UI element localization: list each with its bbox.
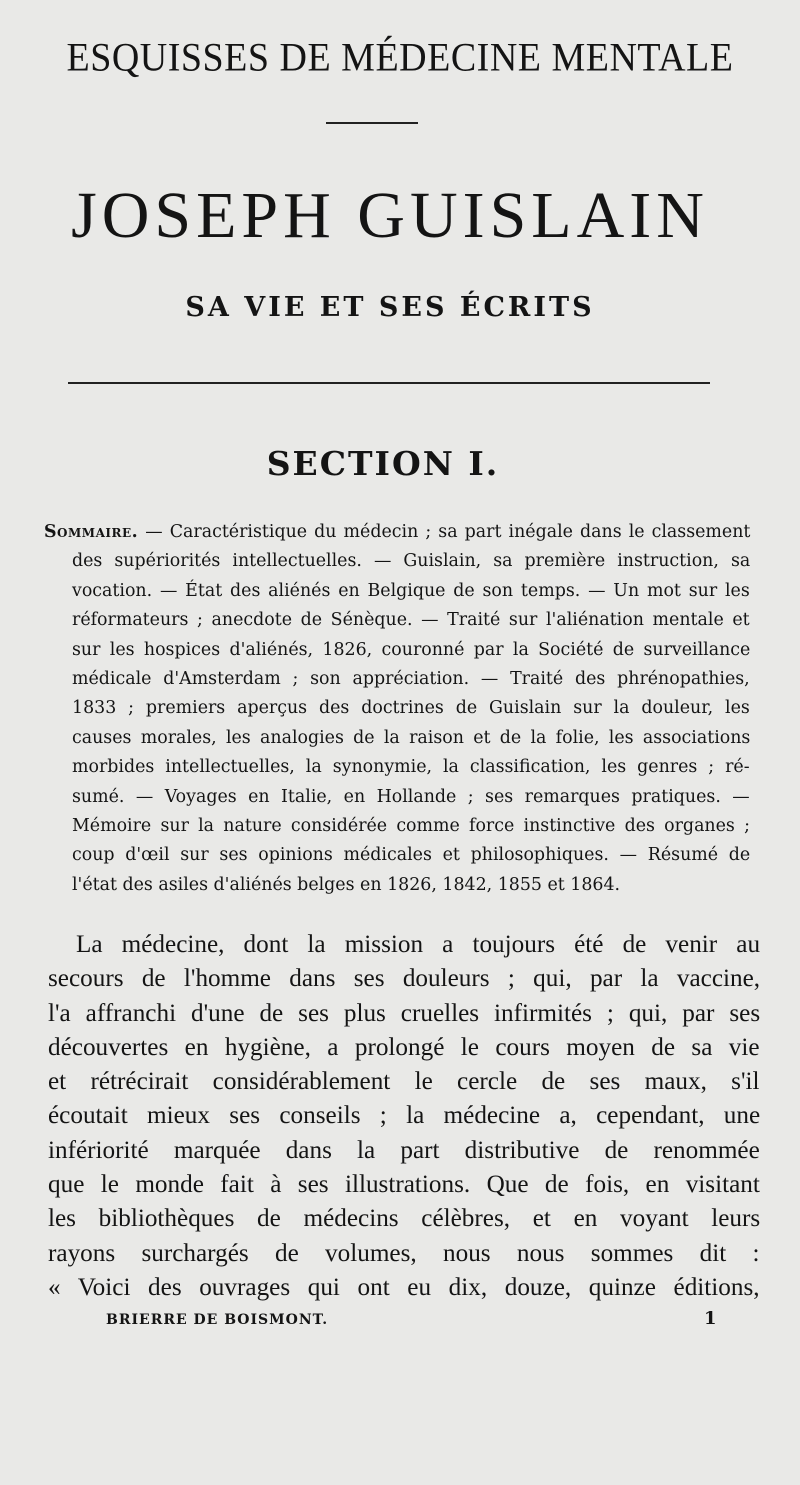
- summary-line: causes morales, les analogies de la raison et de la folie, les associations: [72, 727, 751, 748]
- summary-line: l'état des asiles d'aliénés belges en 1826, 1842, 1855 et 1864.: [72, 874, 621, 895]
- body-paragraph: [48, 928, 760, 1305]
- summary-line: vocation. — État des aliénés en Belgique de son temps. — Un mot sur les: [72, 580, 750, 601]
- body-line: infériorité marquée dans la part distributive de renommée: [48, 1136, 760, 1164]
- body-line: découvertes en hygiène, a prolongé le cours moyen de sa vie: [48, 1033, 760, 1061]
- summary-block: [44, 518, 750, 900]
- summary-line: médicale d'Amsterdam ; son appréciation. — Traité des phrénopathies,: [72, 668, 750, 689]
- summary-line: sumé. — Voyages en Italie, en Hollande ; ses remarques pratiques. —: [72, 786, 750, 807]
- summary-line: 1833 ; premiers aperçus des doctrines de Guislain sur la douleur, les: [72, 698, 750, 719]
- body-line: rayons surchargés de volumes, nous nous sommes dit :: [48, 1239, 760, 1267]
- series-title: ESQUISSES DE MÉDECINE MENTALE: [66, 35, 734, 81]
- body-line: et rétrécirait considérablement le cercle de ses maux, s'il: [48, 1068, 760, 1096]
- long-divider: [68, 382, 710, 384]
- signature-mark: 1: [704, 1308, 717, 1329]
- body-line: que le monde fait à ses illustrations. Que de fois, en visitant: [48, 1171, 760, 1199]
- summary-line: morbides intellectuelles, la synonymie, la classification, les genres ; ré-: [72, 757, 750, 778]
- body-line: écoutait mieux ses conseils ; la médecine a, cependant, une: [48, 1102, 761, 1130]
- main-title: JOSEPH GUISLAIN: [71, 179, 709, 252]
- summary-line: sur les hospices d'aliénés, 1826, couronné par la Société de surveillance: [72, 639, 751, 660]
- summary-line: réformateurs ; anecdote de Sénèque. — Traité sur l'aliénation mentale et: [72, 610, 750, 631]
- body-line: La médecine, dont la mission a toujours été de venir au: [76, 931, 761, 958]
- short-divider: [326, 122, 418, 124]
- summary-line: coup d'œil sur ses opinions médicales et philosophiques. — Résumé de: [72, 845, 751, 866]
- body-line: secours de l'homme dans ses douleurs ; qui, par la vaccine,: [48, 965, 761, 993]
- summary-line: des supériorités intellectuelles. — Guislain, sa première instruction, sa: [72, 551, 751, 572]
- body-line: « Voici des ouvrages qui ont eu dix, douze, quinze éditions,: [48, 1273, 760, 1301]
- body-line: les bibliothèques de médecins célèbres, et en voyant leurs: [48, 1205, 761, 1233]
- footer-author: BRIERRE DE BOISMONT.: [106, 1312, 329, 1328]
- body-line: l'a affranchi d'une de ses plus cruelles infirmités ; qui, par ses: [48, 999, 761, 1027]
- section-heading: SECTION I.: [266, 444, 500, 483]
- summary-label: Sommaire.: [44, 522, 139, 542]
- summary-line: Sommaire. — Caractéristique du médecin ; sa part inégale dans le classement: [44, 522, 751, 542]
- summary-line: Mémoire sur la nature considérée comme force instinctive des organes ;: [72, 815, 750, 836]
- subtitle: SA VIE ET SES ÉCRITS: [185, 292, 595, 323]
